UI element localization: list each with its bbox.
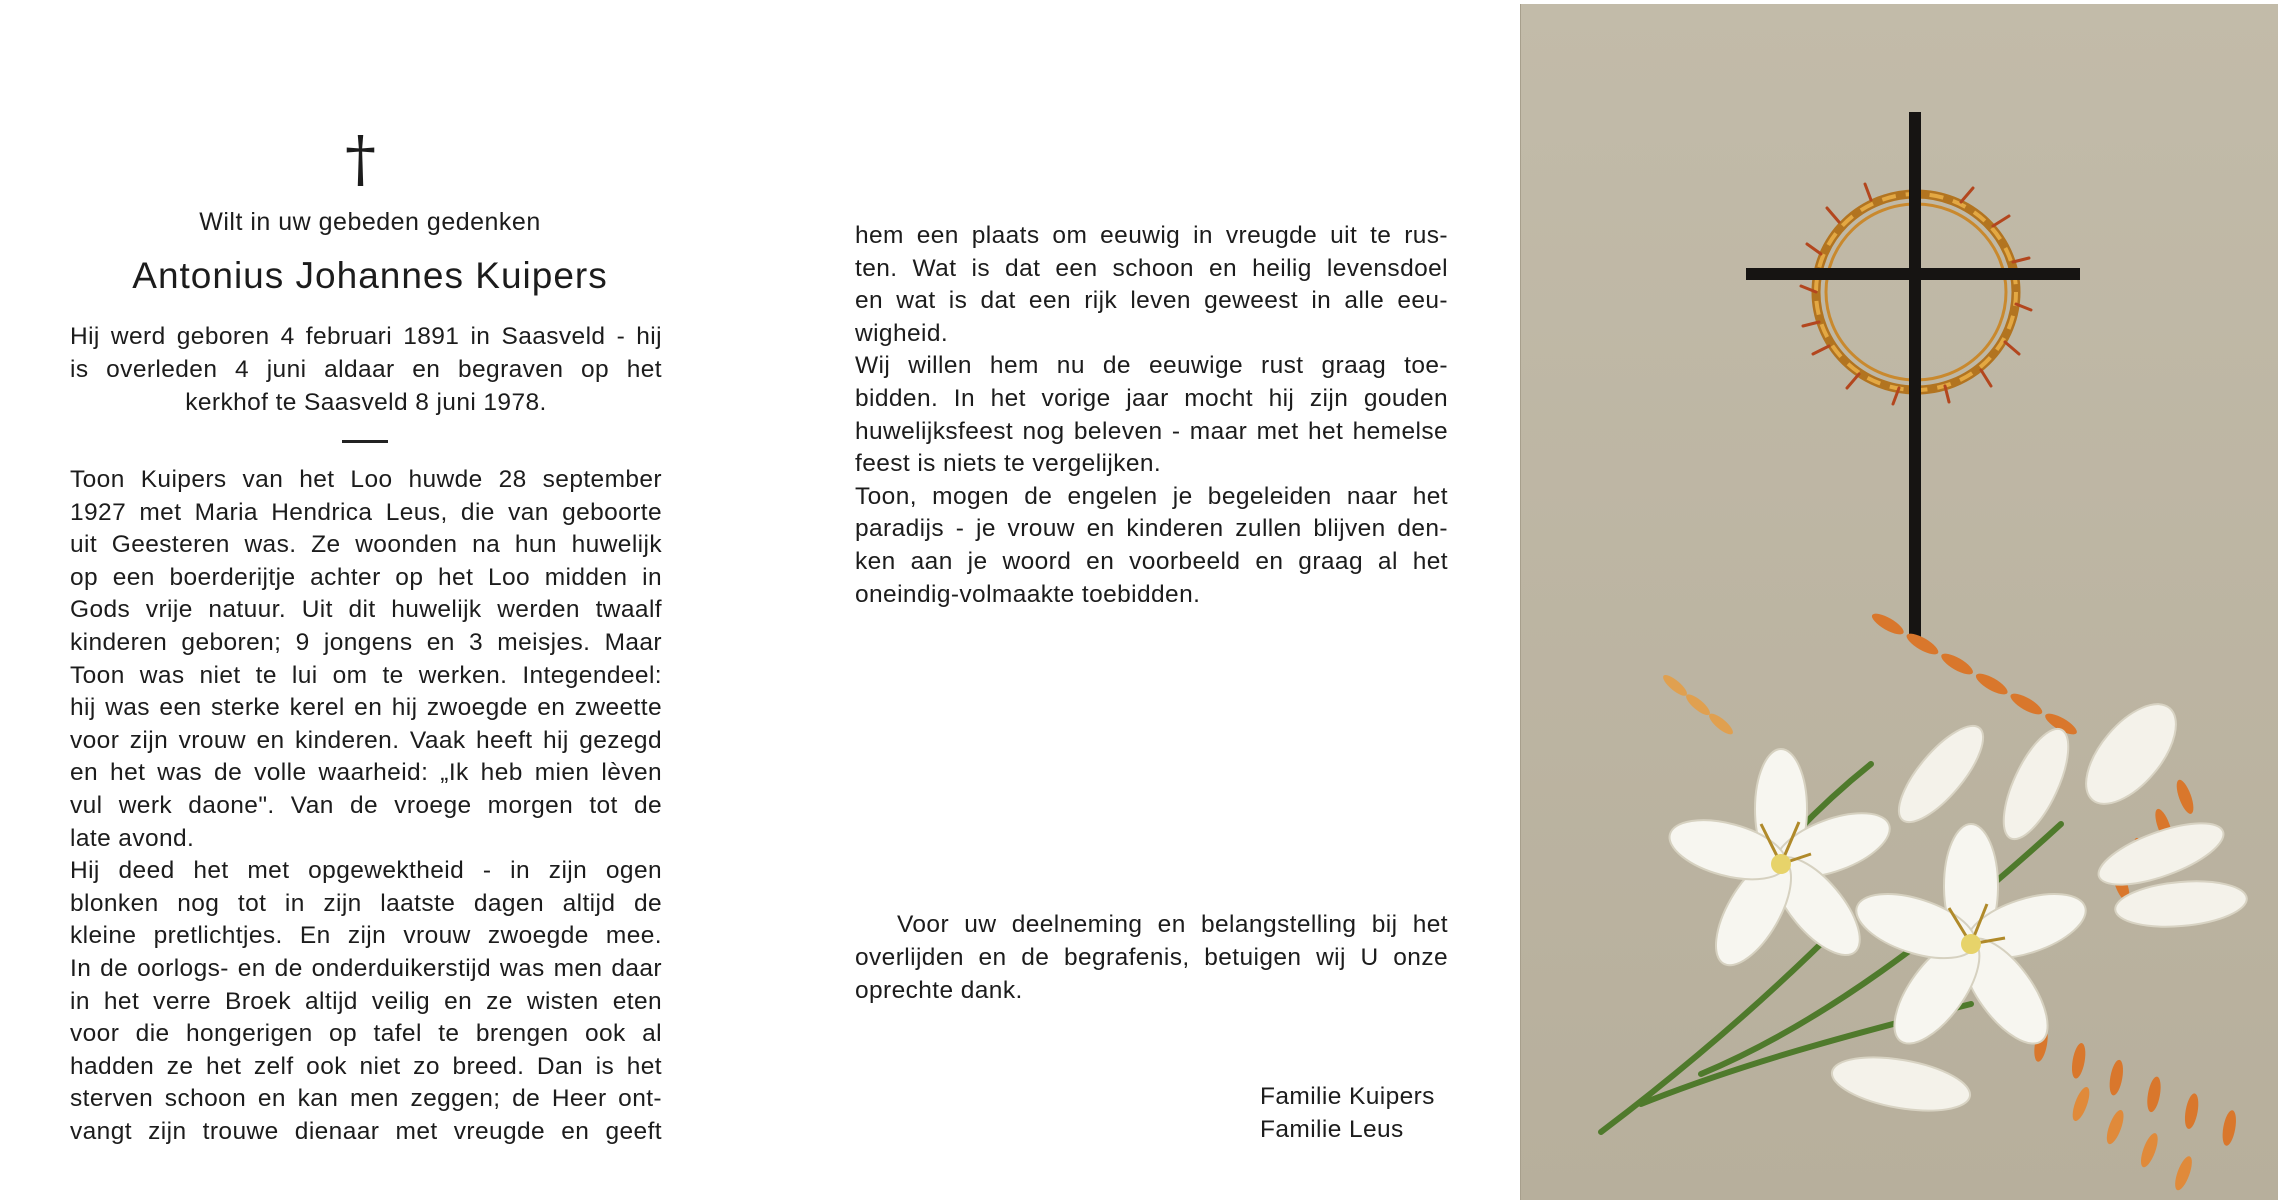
- cross-symbol: †: [345, 122, 376, 195]
- bio-line: kleine pretlichtjes. En zijn vrouw zwoegde mee.: [70, 922, 662, 950]
- left-page: [0, 0, 740, 1200]
- intro-line: Wilt in uw gebeden gedenken: [199, 208, 541, 236]
- thanks-line: overlijden en de begrafenis, betuigen wij U onze: [855, 944, 1448, 971]
- text-line: bidden. In het vorige jaar mocht hij zijn gouden: [855, 384, 1448, 412]
- bio-line: voor die hongerigen op tafel te brengen ook al: [70, 1020, 662, 1048]
- bio-line: 1927 met Maria Hendrica Leus, die van geboorte: [70, 498, 662, 526]
- text-line: huwelijksfeest nog beleven - maar met het hemelse: [855, 417, 1448, 445]
- bio-line: Toon Kuipers van het Loo huwde 28 september: [70, 466, 662, 493]
- bio-line: kinderen geboren; 9 jongens en 3 meisjes. Maar: [70, 628, 662, 656]
- bio-line: Hij deed het met opgewektheid - in zijn ogen: [70, 857, 662, 885]
- dates-line: is overleden 4 juni aldaar en begraven op het: [70, 356, 662, 383]
- text-line: feest is niets te vergelijken.: [855, 450, 1162, 478]
- bio-line: blonken nog tot in zijn laatste dagen altijd de: [70, 889, 662, 917]
- dates-line: kerkhof te Saasveld 8 juni 1978.: [185, 389, 547, 416]
- bio-line: Gods vrije natuur. Uit dit huwelijk werden twaalf: [70, 596, 662, 624]
- bio-line: vul werk daone". Van de vroege morgen tot de: [70, 791, 662, 819]
- dates-line: Hij werd geboren 4 februari 1891 in Saasveld - hij: [70, 323, 662, 350]
- bio-line: op een boerderijtje achter op het Loo midden in: [70, 563, 662, 591]
- text-line: ken aan je woord en voorbeeld en graag al het: [855, 547, 1448, 575]
- bio-line: en het was de volle waarheid: „Ik heb mien lèven: [70, 759, 662, 787]
- continuation-text: [855, 220, 1448, 611]
- bio-line: vangt zijn trouwe dienaar met vreugde en geeft: [70, 1117, 662, 1145]
- thanks-line: oprechte dank.: [855, 977, 1023, 1004]
- deceased-name: Antonius Johannes Kuipers: [132, 255, 608, 296]
- cross-icon: [1746, 112, 2080, 638]
- family-name: Familie Kuipers: [1260, 1083, 1435, 1110]
- text-line: en wat is dat een rijk leven geweest in alle eeu-: [855, 287, 1448, 315]
- text-line: hem een plaats om eeuwig in vreugde uit te rus-: [855, 222, 1448, 249]
- bio-line: Toon was niet te lui om te werken. Integendeel:: [70, 661, 662, 689]
- thanks-text: [855, 908, 1448, 1007]
- middle-page: [812, 0, 1462, 1200]
- family-name: Familie Leus: [1260, 1116, 1404, 1143]
- thanks-line: Voor uw deelneming en belangstelling bij het: [897, 911, 1448, 938]
- memorial-illustration: [1521, 4, 2278, 1200]
- text-line: Wij willen hem nu de eeuwige rust graag toe-: [855, 352, 1448, 380]
- text-line: ten. Wat is dat een schoon en heilig levensdoel: [855, 254, 1448, 282]
- illustration-card: [1520, 4, 2278, 1200]
- text-line: wigheid.: [855, 319, 949, 347]
- text-line: oneindig-volmaakte toebidden.: [855, 580, 1201, 608]
- birth-death-details: [70, 320, 662, 419]
- text-line: Toon, mogen de engelen je begeleiden naar het: [855, 482, 1448, 510]
- bio-line: late avond.: [70, 824, 195, 852]
- family-signature: [1260, 1080, 1435, 1146]
- bio-line: sterven schoon en kan men zeggen; de Heer ont-: [70, 1085, 662, 1113]
- text-line: paradijs - je vrouw en kinderen zullen blijven den-: [855, 515, 1448, 543]
- bio-line: voor zijn vrouw en kinderen. Vaak heeft hij gezegd: [70, 726, 662, 754]
- divider: [342, 440, 388, 443]
- bio-line: hij was een sterke kerel en hij zwoegde en zweette: [70, 694, 662, 722]
- bio-line: In de oorlogs- en de onderduikerstijd was men daar: [70, 954, 662, 982]
- bio-line: uit Geesteren was. Ze woonden na hun huwelijk: [70, 531, 662, 559]
- bio-line: in het verre Broek altijd veilig en ze wisten eten: [70, 987, 662, 1015]
- bio-line: hadden ze het zelf ook niet zo breed. Dan is het: [70, 1052, 662, 1080]
- biography-text: [70, 464, 662, 1148]
